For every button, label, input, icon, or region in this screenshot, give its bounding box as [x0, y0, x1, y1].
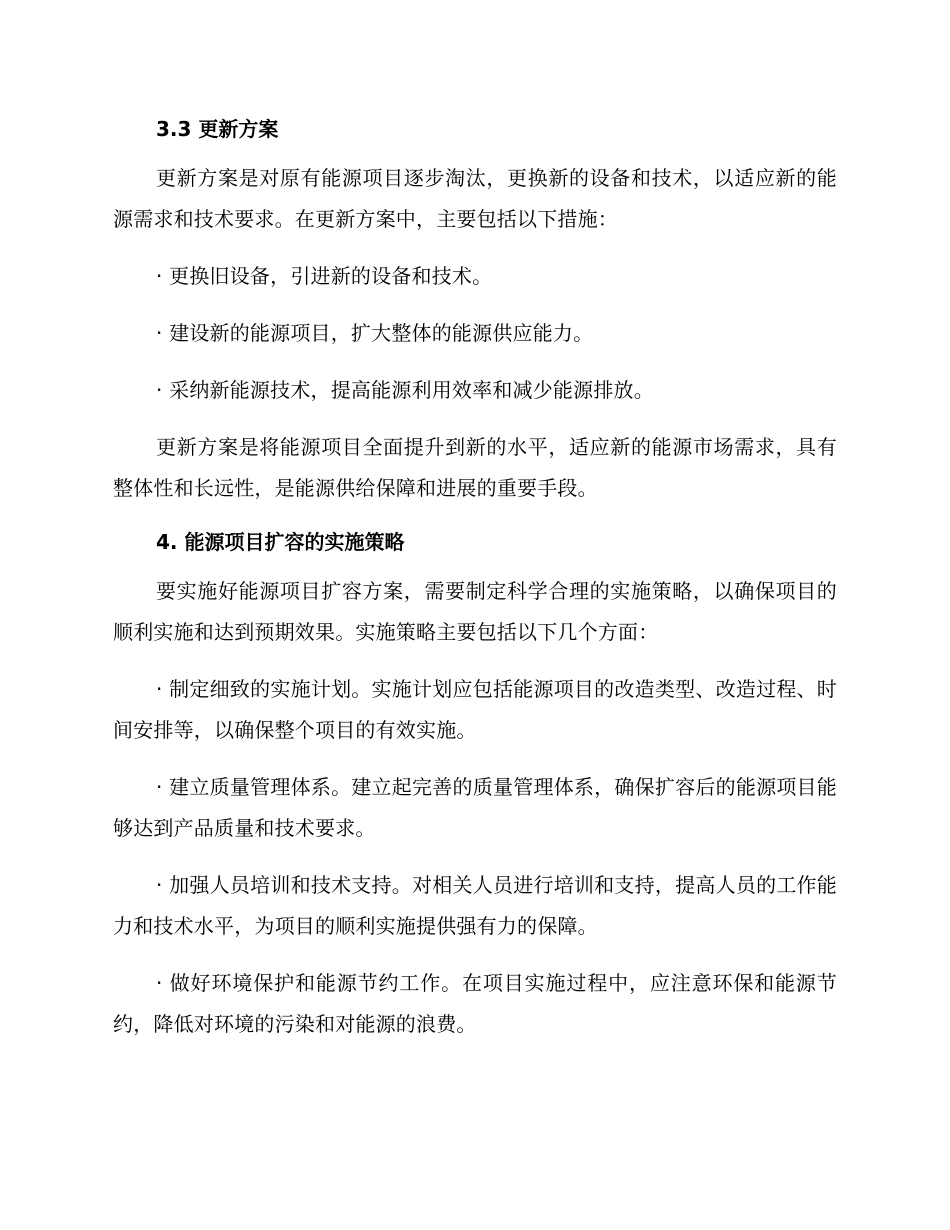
bullet-item: · 制定细致的实施计划。实施计划应包括能源项目的改造类型、改造过程、时间安排等，以确保整个项目的有效实施。: [113, 677, 837, 742]
bullet-item: · 建立质量管理体系。建立起完善的质量管理体系，确保扩容后的能源项目能够达到产品质量和技术要求。: [113, 775, 837, 840]
document-page: [113, 112, 837, 1061]
bullet-item: · 加强人员培训和技术支持。对相关人员进行培训和支持，提高人员的工作能力和技术水平，为项目的顺利实施提供强有力的保障。: [113, 873, 837, 938]
bullet-item: · 采纳新能源技术，提高能源利用效率和减少能源排放。: [156, 378, 654, 402]
bullet-item: · 更换旧设备，引进新的设备和技术。: [156, 264, 493, 288]
section-4-intro-paragraph: 要实施好能源项目扩容方案，需要制定科学合理的实施策略，以确保项目的顺利实施和达到预期效果。实施策略主要包括以下几个方面：: [113, 579, 837, 644]
section-heading-4: 4. 能源项目扩容的实施策略: [156, 530, 405, 554]
section-3-3-intro-paragraph: 更新方案是对原有能源项目逐步淘汰，更换新的设备和技术，以适应新的能源需求和技术要求。在更新方案中，主要包括以下措施：: [113, 166, 837, 231]
bullet-item: · 建设新的能源项目，扩大整体的能源供应能力。: [156, 321, 594, 345]
section-3-3-conclusion-paragraph: 更新方案是将能源项目全面提升到新的水平，适应新的能源市场需求，具有整体性和长远性，是能源供给保障和进展的重要手段。: [113, 435, 837, 500]
section-heading-3-3: 3.3 更新方案: [156, 117, 279, 141]
bullet-item: · 做好环境保护和能源节约工作。在项目实施过程中，应注意环保和能源节约，降低对环境的污染和对能源的浪费。: [113, 971, 837, 1036]
